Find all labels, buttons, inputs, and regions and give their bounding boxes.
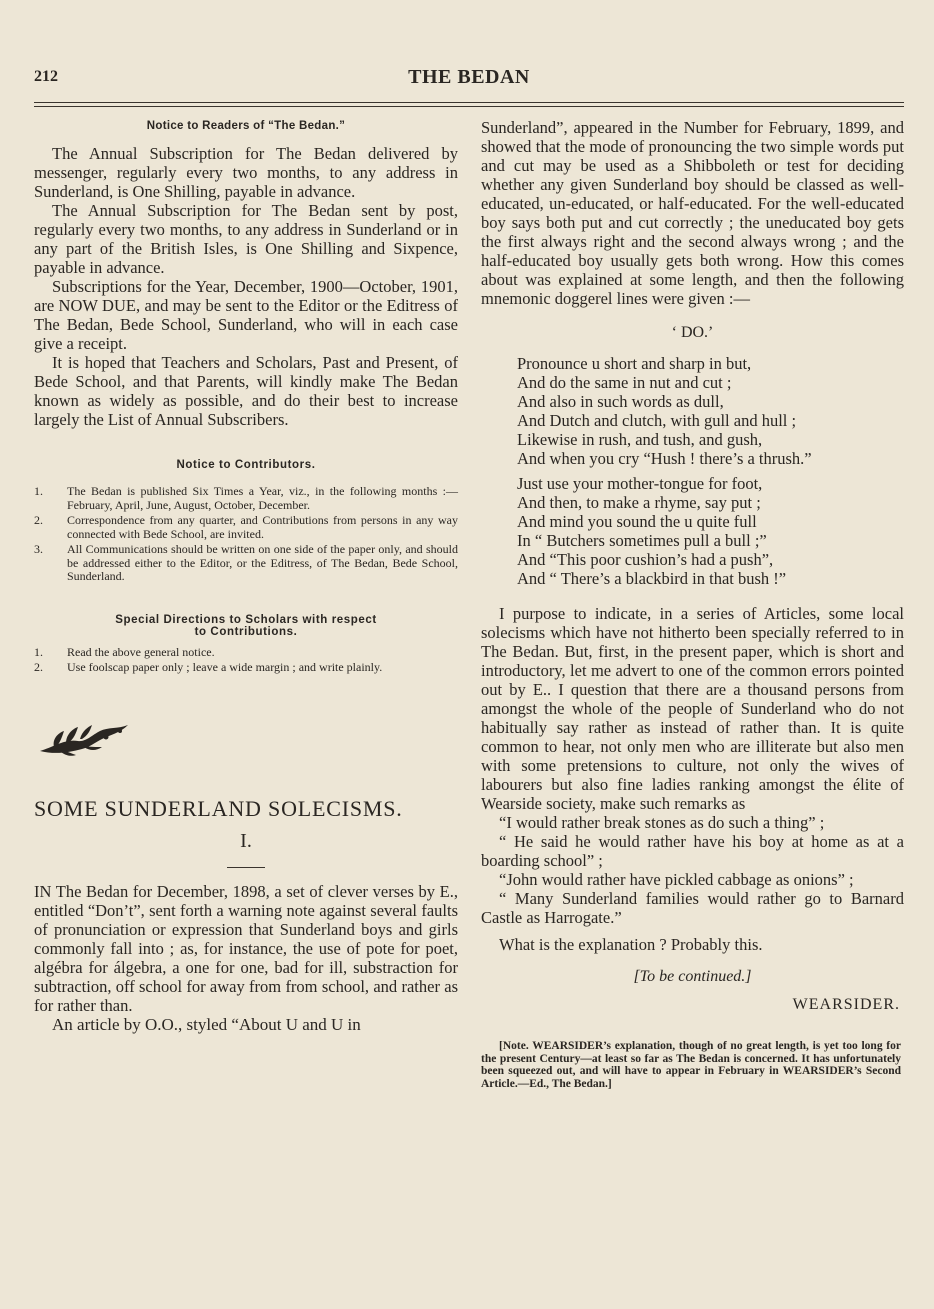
header-rule — [34, 102, 904, 103]
notice-paragraph: Subscriptions for the Year, December, 1900—October, 1901, are NOW DUE, and may be sent to the Editor or the Editress of The Bedan, Bede School, Sunderland, who will in each case give a receipt. — [34, 277, 458, 353]
editor-note: [Note. WEARSIDER’s explanation, though of no great length, is yet too long for the present Century—at least so far as The Bedan is concerned. It has unfortunately been squeezed out, and will have to appear in February in WEARSIDER’s Second Article.—Ed., The Bedan.] — [481, 1040, 901, 1090]
directions-heading: Special Directions to Scholars with respect — [115, 613, 377, 626]
poem-title: ‘ DO.’ — [671, 324, 714, 341]
poem-line: And “This poor cushion’s had a push”, — [517, 550, 774, 569]
poem-line: Likewise in rush, and tush, and gush, — [517, 430, 763, 449]
article-paragraph: I purpose to indicate, in a series of Articles, some local solecisms which have not hitherto been specially referred to in The Bedan. But, first, in the present paper, which is short and introductory, let me advert to one of the common errors pointed out by E.. I question that there are a thousand persons from amongst the whole of the people of Sunderland who do not habitually say rather as instead of rather than. It is quite common to hear, not only men who are illiterate but also men with some pretensions to culture, not only the wives of labourers but also fine ladies ranking amongst the élite of Wearside society, make such remarks as — [481, 604, 904, 813]
notice-paragraph: It is hoped that Teachers and Scholars, Past and Present, of Bede School, and that Parents, will kindly make The Bedan known as widely as possible, and do their best to increase largely the List of Annual Subscribers. — [34, 353, 458, 429]
poem-line: And mind you sound the u quite full — [517, 512, 757, 531]
directions-list — [34, 646, 458, 675]
author-signature: WEARSIDER. — [792, 996, 900, 1013]
poem-line: And do the same in nut and cut ; — [517, 373, 732, 392]
notice-paragraph: The Annual Subscription for The Bedan sent by post, regularly every two months, to any address in Sunderland or in any part of the British Isles, is One Shilling and Sixpence, payable in advance. — [34, 201, 458, 277]
contributors-list — [34, 485, 458, 584]
contributors-heading: Notice to Contributors. — [176, 459, 316, 471]
article-part: I. — [240, 829, 252, 852]
article-paragraph: What is the explanation ? Probably this. — [499, 935, 763, 954]
quote-line: “John would rather have pickled cabbage as onions” ; — [499, 870, 854, 889]
poem-line: And Dutch and clutch, with gull and hull ; — [517, 411, 797, 430]
list-item: 2. Correspondence from any quarter, and Contributions from persons in any way connected with Bede School, are invited. — [34, 513, 458, 541]
poem-line: And “ There’s a blackbird in that bush !” — [517, 569, 787, 588]
left-column — [34, 118, 458, 1034]
list-item: 1. Read the above general notice. — [34, 644, 215, 659]
article-paragraph: An article by O.O., styled “About U and U in — [52, 1014, 361, 1034]
poem-stanza — [517, 474, 904, 588]
article-title: SOME SUNDERLAND SOLECISMS. — [34, 795, 403, 821]
page-number: 212 — [34, 68, 58, 85]
page-header — [34, 64, 904, 94]
article-paragraph: IN The Bedan for December, 1898, a set of clever verses by E., entitled “Don’t”, sent forth a warning note against several faults of pronunciation or expression that Sunderland boys and girls commonly fall into ; as, for instance, the use of pote for poet, algébra for álgebra, a one for one, bad for ill, substraction for subtraction, off school for away from from school, and rather as for rather than. — [34, 881, 458, 1015]
quote-line: “I would rather break stones as do such a thing” ; — [499, 813, 825, 832]
poem-stanza — [517, 354, 904, 468]
section-rule — [227, 867, 265, 868]
poem-line: Just use your mother-tongue for foot, — [517, 474, 763, 493]
running-title: THE BEDAN — [408, 66, 530, 88]
list-item: 2. Use foolscap paper only ; leave a wide margin ; and write plainly. — [34, 660, 383, 674]
article-paragraph: Sunderland”, appeared in the Number for February, 1899, and showed that the mode of pronouncing the two simple words put and cut may be used as a Shibboleth or test for deciding whether any given Sunderland boy should be classed as well-educated, un-educated, or half-educated. For the well-educated boy says both put and cut correctly ; the uneducated boy gets the first always right and the second always wrong ; and the half-educated boy usually gets both wrong. How this comes about was explained at some length, and then the following mnemonic doggerel lines were given :— — [481, 118, 904, 308]
quote-line: “ Many Sunderland families would rather go to Barnard Castle as Harrogate.” — [481, 889, 904, 927]
poem-line: Pronounce u short and sharp in but, — [517, 354, 752, 373]
notice-heading: Notice to Readers of “The Bedan.” — [146, 120, 346, 132]
poem-line: In “ Butchers sometimes pull a bull ;” — [517, 531, 767, 550]
to-be-continued: [To be continued.] — [633, 968, 752, 985]
poem-line: And when you cry “Hush ! there’s a thrush.” — [517, 449, 812, 468]
right-column — [481, 118, 904, 1090]
notice-paragraph: The Annual Subscription for The Bedan delivered by messenger, regularly every two months, to any address in Sunderland, is One Shilling, payable in advance. — [34, 144, 458, 201]
quote-line: “ He said he would rather have his boy at home as at a boarding school” ; — [481, 832, 904, 870]
list-item: 1. The Bedan is published Six Times a Year, viz., in the following months :—February, April, June, August, October, December. — [34, 484, 458, 512]
poem-line: And then, to make a rhyme, say put ; — [517, 493, 761, 512]
fleuron-ornament-icon — [34, 717, 134, 761]
poem-line: And also in such words as dull, — [517, 392, 724, 411]
list-item: 3. All Communications should be written on one side of the paper only, and should be addressed either to the Editor, or the Editress, of The Bedan, Bede School, Sunderland. — [34, 542, 458, 583]
header-rule-thin — [34, 106, 904, 107]
directions-heading: to Contributions. — [194, 625, 298, 638]
